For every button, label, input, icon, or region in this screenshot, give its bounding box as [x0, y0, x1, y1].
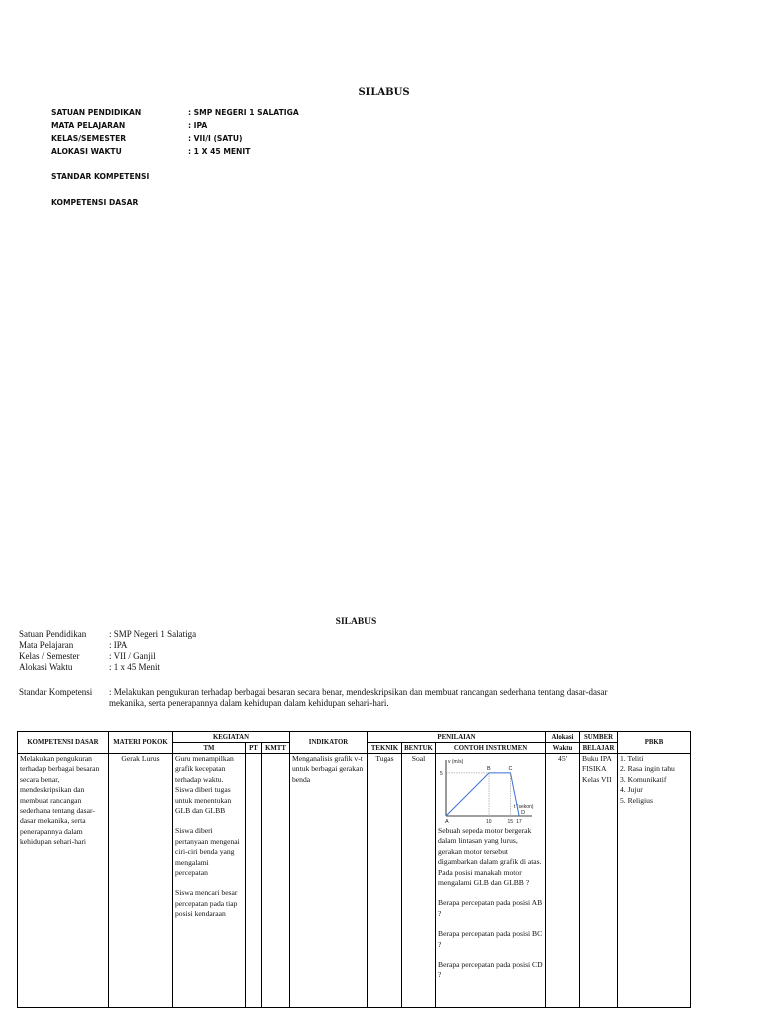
header-kompetensi-dasar: KOMPETENSI DASAR — [18, 732, 109, 754]
table-row — [18, 754, 691, 1008]
header-waktu: Waktu — [546, 743, 580, 754]
point-label-b: B — [487, 765, 491, 772]
page2-row-kelas: Kelas / Semester : VII / Ganjil — [19, 651, 156, 661]
header-kmtt: KMTT — [262, 743, 290, 754]
point-label-c: C — [508, 765, 513, 772]
instrumen-text-4: Berapa percepatan pada posisi CD ? — [438, 960, 543, 980]
x-tick-label: 17 — [516, 819, 522, 825]
page1-row-alokasi: ALOKASI WAKTU : 1 X 45 MENIT — [51, 147, 251, 156]
header-belajar: BELAJAR — [580, 743, 618, 754]
instrumen-text-2: Berapa percepatan pada posisi AB ? — [438, 898, 543, 918]
cell-indikator: Menganalisis grafik v-t untuk berbagai gerakan benda — [290, 754, 368, 1008]
header-pbkb: PBKB — [618, 732, 691, 754]
silabus-table — [17, 731, 691, 1008]
page1-title: SILABUS — [358, 87, 410, 98]
page2-row-alokasi: Alokasi Waktu : 1 x 45 Menit — [19, 662, 160, 672]
page1-row-satuan: SATUAN PENDIDIKAN : SMP NEGERI 1 SALATIGA — [51, 108, 299, 117]
pbkb-item: 3. Komunikatif — [620, 774, 667, 784]
page2-row-mapel: Mata Pelajaran : IPA — [19, 640, 128, 650]
header-tm: TM — [173, 743, 246, 754]
page2-title: SILABUS — [335, 617, 377, 627]
standar-label: Standar Kompetensi — [19, 687, 93, 697]
x-tick-label: 10 — [486, 819, 492, 825]
instrumen-text-3: Berapa percepatan pada posisi BC ? — [438, 929, 543, 949]
pbkb-item: 4. Jujur — [620, 785, 643, 795]
standar-value: : Melakukan pengukuran terhadap berbagai besaran secara benar, mendeskripsikan dan membuat rancangan sederhana tentang dasar-dasar mekanika, serta penerapannya dalam kehidupan dalam kehidupan sehari-hari. — [109, 687, 608, 708]
pbkb-item: 1. Teliti — [620, 754, 644, 763]
point-label-d: D — [521, 810, 526, 816]
cell-materi-pokok: Gerak Lurus — [109, 754, 173, 1008]
pbkb-item: 5. Religius — [620, 795, 653, 805]
header-indikator: INDIKATOR — [290, 732, 368, 754]
cell-pt — [246, 754, 262, 1008]
page1-kompetensi: KOMPETENSI DASAR — [51, 198, 139, 207]
cell-sumber: Buku IPA FISIKA Kelas VII — [580, 754, 618, 1008]
page2-row-satuan: Satuan Pendidikan : SMP Negeri 1 Salatiga — [19, 629, 197, 639]
header-sumber: SUMBER — [580, 732, 618, 743]
cell-alokasi: 45' — [546, 754, 580, 1008]
cell-contoh-instrumen — [436, 754, 546, 1008]
y-axis-label: v (m/s) — [448, 759, 464, 765]
header-penilaian: PENILAIAN — [368, 732, 546, 743]
header-pt: PT — [246, 743, 262, 754]
instrumen-text-1: Sebuah sepeda motor bergerak dalam lintasan yang lurus, gerakan motor tersebut digambarkan dalam grafik di atas. Pada posisi manakah motor mengalami GLB dan GLBB ? — [438, 826, 542, 888]
header-teknik: TEKNIK — [368, 743, 402, 754]
header-materi-pokok: MATERI POKOK — [109, 732, 173, 754]
page1-row-kelas: KELAS/SEMESTER : VII/I (SATU) — [51, 134, 243, 143]
velocity-time-graph — [438, 756, 542, 826]
x-axis-label: t (sekon) — [514, 804, 534, 810]
page1-row-mapel: MATA PELAJARAN : IPA — [51, 121, 208, 130]
cell-pbkb — [618, 754, 691, 1008]
header-contoh-instrumen: CONTOH INSTRUMEN — [436, 743, 546, 754]
cell-tm — [173, 754, 246, 1008]
velocity-line — [446, 773, 519, 816]
page1-standar: STANDAR KOMPETENSI — [51, 172, 150, 181]
tm-text-1: Guru menampilkan grafik kecepatan terhadap waktu. Siswa diberi tugas untuk menentukan GLB dan GLBB — [175, 754, 234, 816]
y-tick-label: 5 — [440, 770, 443, 777]
tm-text-2: Siswa diberi pertanyaan mengenai ciri-ciri benda yang mengalami percepatan — [175, 826, 240, 878]
pbkb-item: 2. Rasa ingin tahu — [620, 764, 675, 774]
cell-kmtt — [262, 754, 290, 1008]
point-label-a: A — [445, 819, 449, 825]
cell-bentuk: Soal — [402, 754, 436, 1008]
x-tick-label: 15 — [507, 819, 514, 825]
header-kegiatan: KEGIATAN — [173, 732, 290, 743]
cell-kompetensi-dasar: Melakukan pengukuran terhadap berbagai besaran secara benar, mendeskripsikan dan membuat rancangan sederhana tentang dasar-dasar mekanika, serta penerapannya dalam kehidupan sehari-hari — [18, 754, 109, 1008]
tm-text-3: Siswa mencari besar percepatan pada tiap posisi kendaraan — [175, 888, 238, 919]
header-bentuk: BENTUK — [402, 743, 436, 754]
cell-teknik: Tugas — [368, 754, 402, 1008]
header-alokasi: Alokasi — [546, 732, 580, 743]
